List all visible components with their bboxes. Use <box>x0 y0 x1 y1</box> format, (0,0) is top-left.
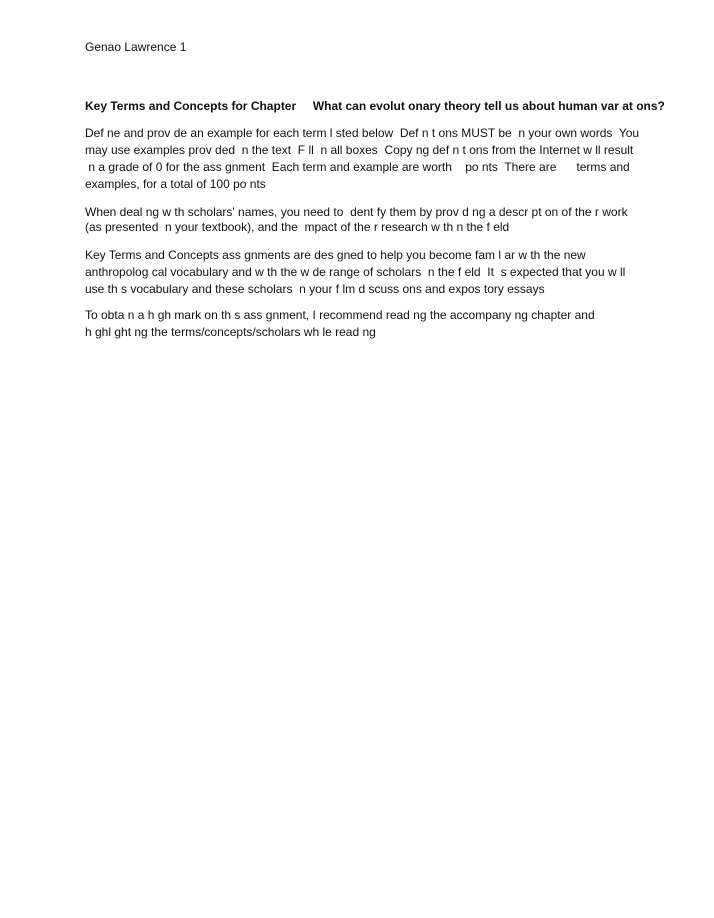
paragraph-line: (as presented n your textbook), and the mpact of the r research w th n the f eld <box>85 220 510 234</box>
paragraph-line: n a grade of 0 for the ass gnment Each term and example are worth po nts There are terms and <box>85 160 630 174</box>
paragraph-line: To obta n a h gh mark on th s ass gnment, I recommend read ng the accompany ng chapter and <box>85 308 595 322</box>
paragraph-line: examples, for a total of 100 po nts <box>85 177 266 191</box>
paragraph-line: anthropolog cal vocabulary and w th the w de range of scholars n the f eld It s expected that you w ll <box>85 265 626 279</box>
paragraph-line: may use examples prov ded n the text F ll n all boxes Copy ng def n t ons from the Internet w ll result <box>85 143 634 157</box>
paragraph-line: When deal ng w th scholars' names, you need to dent fy them by prov d ng a descr pt on of the r work <box>85 205 628 219</box>
assignment-title: Key Terms and Concepts for Chapter What can evolut onary theory tell us about human var at ons? <box>85 99 665 113</box>
paragraph-line: Def ne and prov de an example for each term l sted below Def n t ons MUST be n your own words You <box>85 126 640 140</box>
page-header: Genao Lawrence 1 <box>85 40 187 54</box>
paragraph-line: use th s vocabulary and these scholars n your f lm d scuss ons and expos tory essays <box>85 282 545 296</box>
paragraph-line: h ghl ght ng the terms/concepts/scholars wh le read ng <box>85 325 376 339</box>
paragraph-line: Key Terms and Concepts ass gnments are des gned to help you become fam l ar w th the new <box>85 248 586 262</box>
